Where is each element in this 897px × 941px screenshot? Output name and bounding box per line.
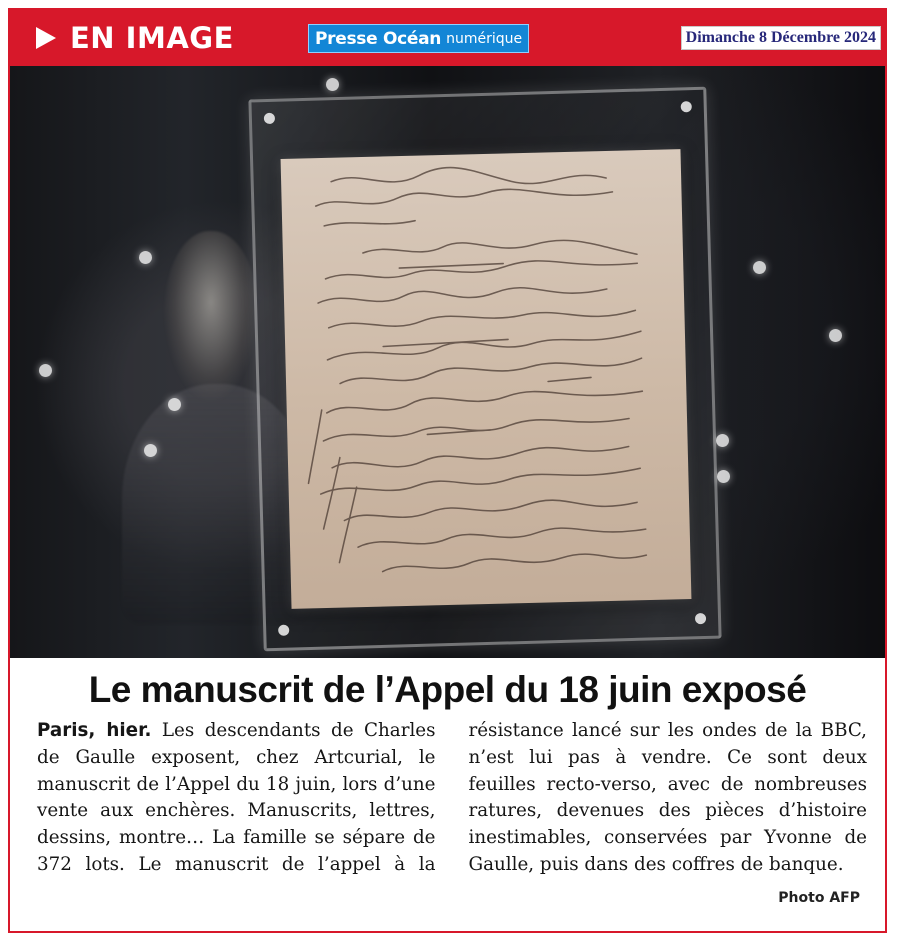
reflection-portrait [164,231,258,401]
light-reflection [829,329,842,342]
light-reflection [716,434,729,447]
publication-logo [308,24,529,53]
play-icon [36,27,56,49]
manuscript-page [281,149,692,609]
case-fastener [278,625,289,636]
article-body [37,718,867,879]
light-reflection [144,444,157,457]
section-title-label: EN IMAGE [70,21,234,55]
headline: Le manuscrit de l’Appel du 18 juin exposé [88,669,807,710]
case-fastener [695,613,706,624]
light-reflection [326,78,339,91]
handwriting-lines [281,149,692,609]
dateline: Paris, hier. [37,720,152,741]
header-bar [10,10,885,66]
light-reflection [717,470,730,483]
newspaper-clipping [8,8,887,933]
issue-date: Dimanche 8 Décembre 2024 [681,26,881,50]
light-reflection [139,251,152,264]
photo-credit: Photo AFP [778,890,860,906]
light-reflection [753,261,766,274]
publication-name: Presse Océan [315,28,442,49]
case-fastener [264,113,275,124]
section-title [36,20,234,56]
article-text: Les descendants de Charles de Gaulle exposent, chez Artcurial, le manuscrit de l’Appel du 18 juin, lors d’une vente aux enchères. Manuscrits, lettres, dessins, montre… La famille se sépare de 372 lots. Le manuscrit de l’appel à la résistance lancé sur les ondes de la BBC, n’est lui pas à vendre. Ce sont deux feuilles recto-verso, avec de nombreuses ratures, devenues des pièces d’histoire inestimables, conservées par Yvonne de Gaulle, puis dans des coffres de banque. [37,720,867,875]
light-reflection [39,364,52,377]
publication-edition: numérique [446,30,523,47]
photo-manuscript-exhibition [10,66,885,658]
light-reflection [168,398,181,411]
case-fastener [681,101,692,112]
